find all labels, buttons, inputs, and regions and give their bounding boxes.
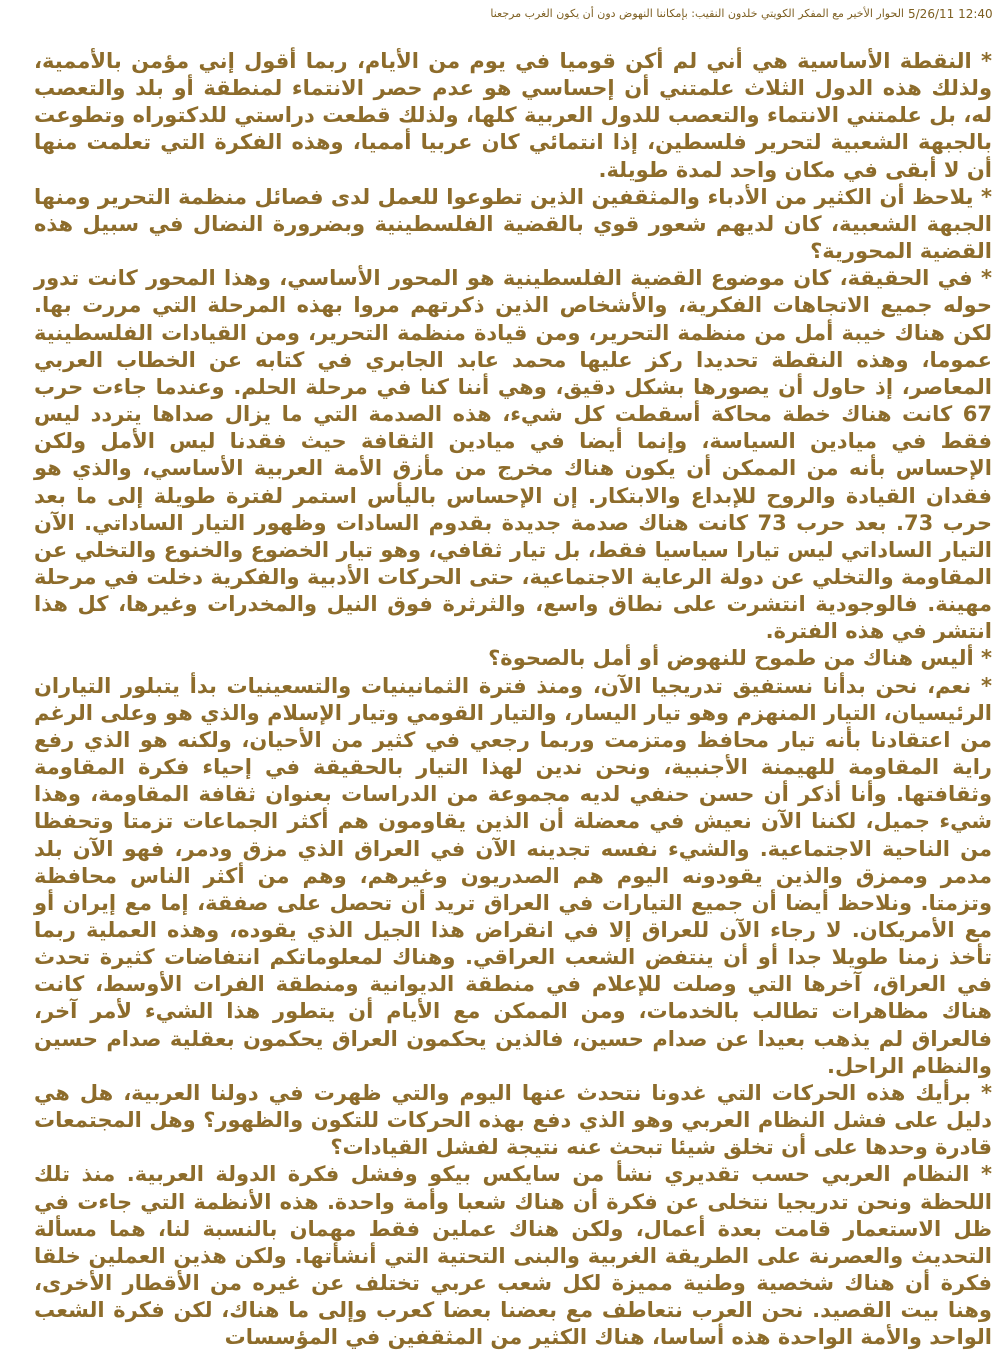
paragraph-answer-3: * نعم، نحن بدأنا نستفيق تدريجيا الآن، ومنذ فترة الثمانينيات والتسعينيات بدأ يتبلور التياران الرئيسيان، التيار المنهزم وهو تيار اليسار، والتيار القومي وتيار الإسلام والذي هو وعلى الرغم من اعتقادنا بأنه تيار محافظ ومتزمت وربما رجعي في كثير من الأحيان، ولكنه هو الذي رفع راية المقاومة للهيمنة الأجنبية، ونحن ندين لهذا التيار بالحقيقة في إحياء فكرة المقاومة وثقافتها. وأنا أذكر أن حسن حنفي لديه مجموعة من الدراسات بعنوان ثقافة المقاومة، وهذا شيء جميل، لكننا الآن نعيش في معضلة أن الذين يقاومون هم أكثر الجماعات تزمتا وتحفظا من الناحية الاجتماعية. والشيء نفسه تجدينه الآن في العراق الذي مزق ودمر، فهو الآن بلد مدمر وممزق والذين يقودونه اليوم هم الصدريون وغيرهم، وهم من أكثر الناس محافظة وتزمتا. ونلاحظ أيضا أن جميع التيارات في العراق تريد أن تحصل على صفقة، إما مع إيران أو مع الأمريكان. لا رجاء الآن للعراق إلا في انقراض هذا الجيل الذي يقوده، وهذه العملية ربما تأخذ زمنا طويلا جدا أو أن ينتفض الشعب العراقي. وهناك لمعلوماتكم انتفاضات كثيرة تحدث في العراق، آخرها التي وصلت للإعلام في منطقة الديوانية ومنطقة الفرات الأوسط، كانت هناك مظاهرات تطالب بالخدمات، ومن الممكن مع الأيام أن يتطور هذا الشيء لأمر آخر، فالعراق لم يذهب بعيدا عن صدام حسين، فالذين يحكمون العراق يحكمون بعقلية صدام حسين والنظام الراحل. bbox=[34, 673, 992, 1078]
print-header bbox=[0, 0, 1000, 30]
paragraph-answer-4: * النظام العربي حسب تقديري نشأ من سايكس بيكو وفشل فكرة الدولة العربية. منذ تلك اللحظة ونحن تدريجيا نتخلى عن فكرة أن هناك شعبا وأمة واحدة. هذه الأنظمة التي جاءت في ظل الاستعمار قامت بعدة أعمال، ولكن هناك عملين فقط مهمان بالنسبة لنا، هما مسألة التحديث والعصرنة على الطريقة الغربية والبنى التحتية التي أنشأتها. ولكن هذين العملين خلقا فكرة أن هناك شخصية وطنية مميزة لكل شعب عربي تختلف عن غيره من الأقطار الأخرى، وهنا بيت القصيد. نحن العرب نتعاطف مع بعضنا بعضا كعرب وإلى ما هناك، لكن فكرة الشعب الواحد والأمة الواحدة هذه أساسا، هناك الكثير من المثقفين في المؤسسات bbox=[34, 1162, 992, 1350]
paragraph-answer-1: * النقطة الأساسية هي أني لم أكن قوميا في يوم من الأيام، ربما أقول إني مؤمن بالأممية، ولذلك هذه الدول الثلاث علمتني أن إحساسي هو عدم حصر الانتماء لمنطقة أو بلد والتعصب له، بل علمتني الانتماء والتعصب للدول العربية كلها، ولذلك قطعت دراستي للدكتوراه وتطوعت بالجبهة الشعبية لتحرير فلسطين، إذا انتمائي كان عربيا أمميا، وهذه الفكرة التي تعلمت منها أن لا أبقى في مكان واحد لمدة طويلة. bbox=[34, 49, 992, 182]
article-title-header: الحوار الأخير مع المفكر الكويتي خلدون النقيب: بإمكاننا النهوض دون أن يكون الغرب مرجعنا bbox=[490, 7, 904, 20]
paragraph-question-2: * يلاحظ أن الكثير من الأدباء والمثقفين الذين تطوعوا للعمل لدى فصائل منظمة التحرير ومنها الجبهة الشعبية، كان لديهم شعور قوي بالقضية الفلسطينية وبضرورة النضال في سبيل هذه القضية المحورية؟ bbox=[34, 184, 992, 264]
paragraph-question-4: * برأيك هذه الحركات التي غدونا نتحدث عنها اليوم والتي ظهرت في دولنا العربية، هل هي دليل على فشل النظام العربي وهو الذي دفع بهذه الحركات للتكون والظهور؟ وهل المجتمعات قادرة وحدها على أن تخلق شيئا تبحث عنه نتيجة لفشل القيادات؟ bbox=[34, 1080, 992, 1160]
print-datetime: 5/26/11 12:40 bbox=[908, 7, 993, 21]
paragraph-answer-2: * في الحقيقة، كان موضوع القضية الفلسطينية هو المحور الأساسي، وهذا المحور كانت تدور حوله جميع الاتجاهات الفكرية، والأشخاص الذين ذكرتهم مروا بهذه المرحلة التي مررت بها. لكن هناك خيبة أمل من منظمة التحرير، ومن قيادة منظمة التحرير، ومن القيادات الفلسطينية عموما، وهذه النقطة تحديدا ركز عليها محمد عابد الجابري في كتابه عن الخطاب العربي المعاصر، إذ حاول أن يصورها بشكل دقيق، وهي أننا كنا في مرحلة الحلم. وعندما جاءت حرب 67 كانت هناك خطة محاكة أسقطت كل شيء، هذه الصدمة التي ما يزال صداها يتردد ليس فقط في ميادين السياسة، وإنما أيضا في ميادين الثقافة حيث فقدنا ليس الأمل ولكن الإحساس بأنه من الممكن أن يكون هناك مخرج من مأزق الأمة العربية الأساسي، والذي هو فقدان القيادة والروح للإبداع والابتكار. إن الإحساس باليأس استمر لفترة طويلة إلى ما بعد حرب 73. بعد حرب 73 كانت هناك صدمة جديدة بقدوم السادات وظهور التيار الساداتي. الآن التيار الساداتي ليس تيارا سياسيا فقط، بل تيار ثقافي، وهو تيار الخضوع والخنوع والتخلي عن المقاومة والتخلي عن دولة الرعاية الاجتماعية، حتى الحركات الأدبية والفكرية دخلت في مرحلة مهينة. فالوجودية انتشرت على نطاق واسع، والثرثرة فوق النيل والمخدرات وغيرها، كل هذا انتشر في هذه الفترة. bbox=[34, 266, 992, 644]
article-body bbox=[34, 48, 992, 1352]
paragraph-question-3: * أليس هناك من طموح للنهوض أو أمل بالصحوة؟ bbox=[488, 646, 992, 671]
